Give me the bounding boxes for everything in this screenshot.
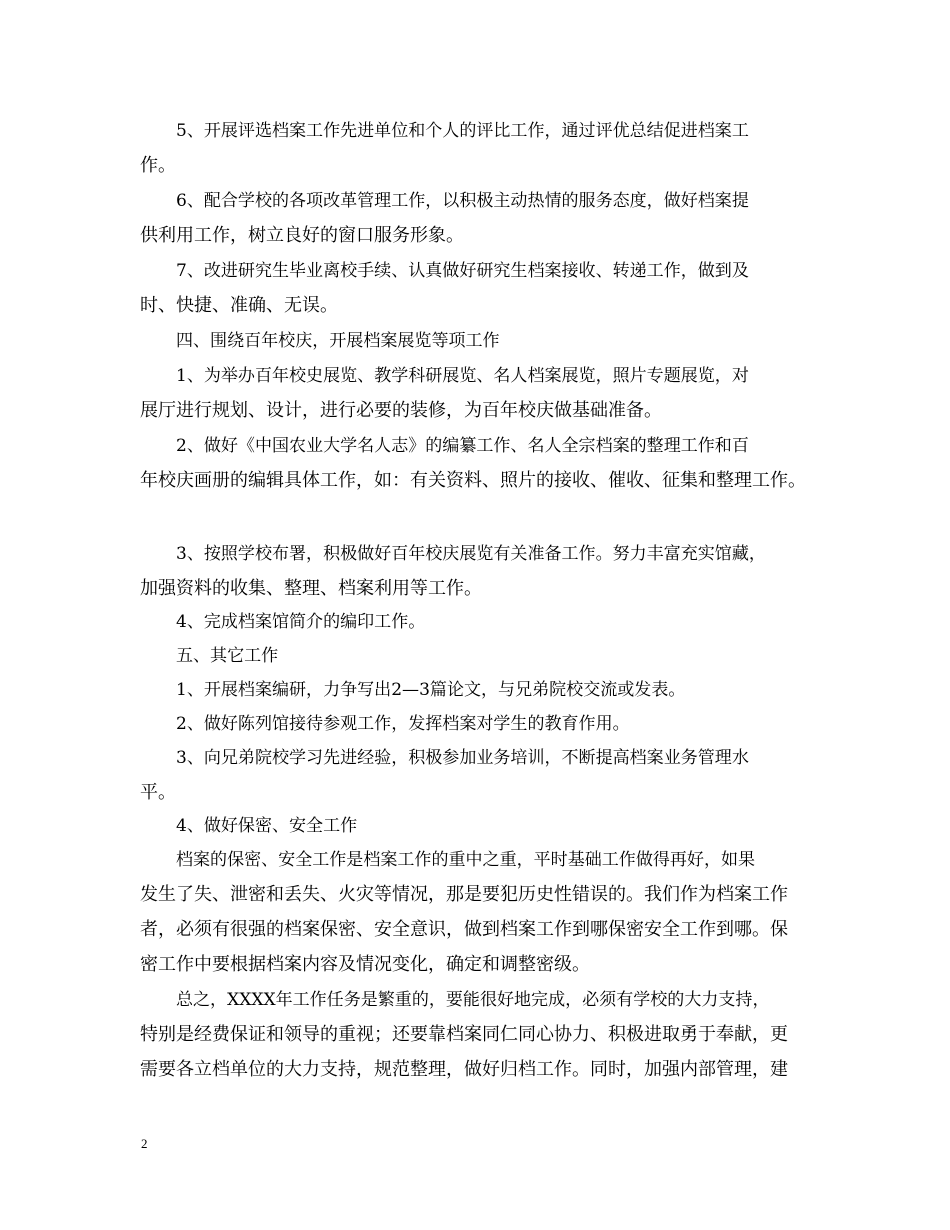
text-line: 时、快捷、准确、无误。 [140,295,338,316]
text-line: 4、完成档案馆简介的编印工作。 [176,612,426,632]
text-line: 1、为举办百年校史展览、教学科研展览、名人档案展览，照片专题展览，对 [176,366,749,386]
text-line: 特别是经费保证和领导的重视；还要靠档案同仁同心协力、积极进取勇于奉献，更 [140,1024,788,1045]
text-line: 3、向兄弟院校学习先进经验，积极参加业务培训，不断提高档案业务管理水 [176,748,749,768]
text-line: 2、做好《中国农业大学名人志》的编纂工作、名人全宗档案的整理工作和百 [176,436,749,456]
text-line: 5、开展评选档案工作先进单位和个人的评比工作，通过评优总结促进档案工 [176,121,749,141]
text-line: 加强资料的收集、整理、档案利用等工作。 [140,578,482,599]
text-line: 总之，XXXX年工作任务是繁重的，要能很好地完成，必须有学校的大力支持， [176,990,770,1010]
text-line: 4、做好保密、安全工作 [176,816,358,836]
text-line: 年校庆画册的编辑具体工作，如：有关资料、照片的接收、催收、征集和整理工作。 [140,470,806,491]
section-heading: 五、其它工作 [176,646,279,666]
text-line: 者，必须有很强的档案保密、安全意识，做到档案工作到哪保密安全工作到哪。保 [140,919,788,940]
text-line: 发生了失、泄密和丢失、火灾等情况，那是要犯历史性错误的。我们作为档案工作 [140,884,788,905]
text-line: 需要各立档单位的大力支持，规范整理，做好归档工作。同时，加强内部管理，建 [140,1059,788,1080]
text-line: 3、按照学校布署，积极做好百年校庆展览有关准备工作。努力丰富充实馆藏， [176,544,766,564]
section-heading: 四、围绕百年校庆，开展档案展览等项工作 [176,331,500,351]
text-line: 供利用工作，树立良好的窗口服务形象。 [140,225,464,246]
text-line: 作。 [140,155,176,176]
text-line: 展厅进行规划、设计，进行必要的装修，为百年校庆做基础准备。 [140,400,662,421]
text-line: 1、开展档案编研，力争写出2—3篇论文，与兄弟院校交流或发表。 [176,680,686,700]
page-number: 2 [141,1136,148,1151]
text-line: 2、做好陈列馆接待参观工作，发挥档案对学生的教育作用。 [176,714,630,734]
text-line: 平。 [140,782,176,803]
text-line: 7、改进研究生毕业离校手续、认真做好研究生档案接收、转递工作，做到及 [176,261,749,281]
text-line: 6、配合学校的各项改革管理工作，以积极主动热情的服务态度，做好档案提 [176,191,749,211]
text-line: 密工作中要根据档案内容及情况变化，确定和调整密级。 [140,954,590,975]
text-line: 档案的保密、安全工作是档案工作的重中之重，平时基础工作做得再好，如果 [176,850,756,870]
